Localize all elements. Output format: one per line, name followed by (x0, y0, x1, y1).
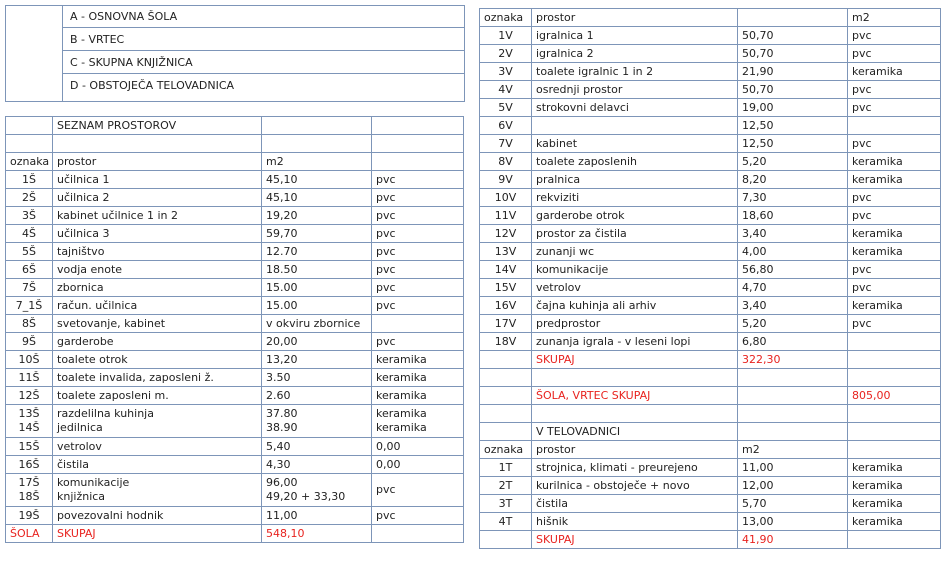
column-header: prostor (532, 9, 738, 27)
table-cell: zbornica (53, 279, 262, 297)
table-cell: pvc (372, 507, 464, 525)
table-cell: pvc (848, 27, 941, 45)
column-header: oznaka (480, 9, 532, 27)
table-cell: keramika (848, 495, 941, 513)
table-cell: 12Š (6, 387, 53, 405)
table-row (480, 207, 941, 225)
table-cell: 9Š (6, 333, 53, 351)
table-row (6, 297, 464, 315)
total-row (6, 525, 464, 543)
stacked-line: 37.80 (266, 407, 298, 420)
table-cell: 13,00 (738, 513, 848, 531)
table-cell (262, 135, 372, 153)
table-cell (372, 117, 464, 135)
table-cell: pvc (848, 207, 941, 225)
table-cell: 45,10 (262, 171, 372, 189)
empty-row (6, 135, 464, 153)
table-cell: 9V (480, 171, 532, 189)
table-cell (848, 351, 941, 369)
table-cell: 7,30 (738, 189, 848, 207)
table-cell (738, 423, 848, 441)
section-title-row (480, 423, 941, 441)
table-cell (372, 315, 464, 333)
table-cell: osrednji prostor (532, 81, 738, 99)
table-cell: 16Š (6, 456, 53, 474)
table-cell: 13,20 (262, 351, 372, 369)
table-cell: 11Š (6, 369, 53, 387)
table-cell: 18V (480, 333, 532, 351)
table-cell: 12.70 (262, 243, 372, 261)
table-cell (372, 135, 464, 153)
column-header: m2 (262, 153, 372, 171)
column-header (738, 9, 848, 27)
table-cell: 6Š (6, 261, 53, 279)
table-row (480, 63, 941, 81)
table-title: SEZNAM PROSTOROV (53, 117, 262, 135)
table-cell: keramika (848, 171, 941, 189)
table-cell: 18.50 (262, 261, 372, 279)
legend-item-c: C - SKUPNA KNJIŽNICA (62, 52, 464, 74)
table-cell: pvc (848, 99, 941, 117)
table-cell: pvc (848, 279, 941, 297)
table-cell: 2V (480, 45, 532, 63)
table-cell: 4T (480, 513, 532, 531)
legend-item-b: B - VRTEC (62, 29, 464, 51)
table-cell: pralnica (532, 171, 738, 189)
table-row (6, 474, 464, 507)
total-code: ŠOLA (6, 525, 53, 543)
section-title: V TELOVADNICI (532, 423, 738, 441)
table-cell (6, 135, 53, 153)
table-row (6, 387, 464, 405)
stacked-line: komunikacije (57, 476, 130, 489)
table-cell: 19Š (6, 507, 53, 525)
table-cell: komunikacije (532, 261, 738, 279)
table-cell: čistila (532, 495, 738, 513)
table-cell: zunanji wc (532, 243, 738, 261)
column-header (372, 153, 464, 171)
table-cell: 12,00 (738, 477, 848, 495)
table-row (480, 315, 941, 333)
table-cell: pvc (848, 45, 941, 63)
subtotal-label: SKUPAJ (532, 351, 738, 369)
table-cell: povezovalni hodnik (53, 507, 262, 525)
table-cell: strokovni delavci (532, 99, 738, 117)
table-cell: 4Š (6, 225, 53, 243)
table-cell: garderobe otrok (532, 207, 738, 225)
table-cell: 6,80 (738, 333, 848, 351)
table-cell: hišnik (532, 513, 738, 531)
table-cell: 5,70 (738, 495, 848, 513)
table-cell: pvc (848, 261, 941, 279)
legend-item-a: A - OSNOVNA ŠOLA (62, 6, 464, 28)
table-cell: vodja enote (53, 261, 262, 279)
header-row (480, 9, 941, 27)
table-cell: pvc (372, 171, 464, 189)
table-cell: učilnica 1 (53, 171, 262, 189)
table-cell: 16V (480, 297, 532, 315)
table-row (480, 153, 941, 171)
table-row (480, 27, 941, 45)
header-row (480, 441, 941, 459)
stacked-cell (262, 405, 372, 438)
table-row (480, 99, 941, 117)
table-cell: 10Š (6, 351, 53, 369)
table-row (6, 243, 464, 261)
total-label: SKUPAJ (53, 525, 262, 543)
table-cell: toalete zaposlenih (532, 153, 738, 171)
table-cell: keramika (372, 387, 464, 405)
column-header: oznaka (6, 153, 53, 171)
table-row (6, 315, 464, 333)
table-cell: 0,00 (372, 438, 464, 456)
building-legend (5, 5, 465, 102)
table-cell: 4,30 (262, 456, 372, 474)
stacked-cell (53, 405, 262, 438)
stacked-line: 13Š (18, 407, 40, 420)
column-header: prostor (532, 441, 738, 459)
room-list-table (5, 116, 464, 543)
table-cell: keramika (848, 243, 941, 261)
stacked-line: jedilnica (57, 421, 103, 434)
stacked-cell (372, 405, 464, 438)
column-header: m2 (738, 441, 848, 459)
table-cell: 1V (480, 27, 532, 45)
subtotal-row (480, 351, 941, 369)
table-cell: 15V (480, 279, 532, 297)
table-cell: 59,70 (262, 225, 372, 243)
table-cell: čistila (53, 456, 262, 474)
table-row (6, 369, 464, 387)
legend-item-d: D - OBSTOJEČA TELOVADNICA (70, 79, 235, 92)
table-cell: keramika (848, 297, 941, 315)
table-cell: rekviziti (532, 189, 738, 207)
table-cell: pvc (372, 261, 464, 279)
table-cell: 12,50 (738, 117, 848, 135)
table-cell: kabinet (532, 135, 738, 153)
stacked-line: 18Š (18, 490, 40, 503)
stacked-cell (372, 474, 464, 507)
table-row (480, 477, 941, 495)
table-cell: 2T (480, 477, 532, 495)
table-cell: pvc (848, 315, 941, 333)
table-cell: pvc (848, 135, 941, 153)
table-cell: 7_1Š (6, 297, 53, 315)
table-row (480, 513, 941, 531)
table-cell: igralnica 2 (532, 45, 738, 63)
empty-row (480, 369, 941, 387)
column-header: oznaka (480, 441, 532, 459)
table-cell: 15.00 (262, 297, 372, 315)
stacked-line: razdelilna kuhinja (57, 407, 154, 420)
table-cell: pvc (848, 189, 941, 207)
table-cell: 3T (480, 495, 532, 513)
stacked-line: 96,00 (266, 476, 298, 489)
table-cell: 5V (480, 99, 532, 117)
table-row (6, 207, 464, 225)
table-row (480, 261, 941, 279)
table-cell: 2Š (6, 189, 53, 207)
table-cell (848, 405, 941, 423)
table-cell: zunanja igrala - v leseni lopi (532, 333, 738, 351)
table-cell: strojnica, klimati - preurejeno (532, 459, 738, 477)
table-cell: toalete invalida, zaposleni ž. (53, 369, 262, 387)
table-cell: 11,00 (262, 507, 372, 525)
stacked-cell (53, 474, 262, 507)
stacked-cell (6, 474, 53, 507)
table-cell: pvc (848, 81, 941, 99)
table-cell: keramika (848, 459, 941, 477)
table-cell: svetovanje, kabinet (53, 315, 262, 333)
table-cell: pvc (372, 279, 464, 297)
grand-total-label: ŠOLA, VRTEC SKUPAJ (532, 387, 738, 405)
table-row (480, 135, 941, 153)
table-cell (262, 117, 372, 135)
table-cell: keramika (848, 513, 941, 531)
table-cell: 17V (480, 315, 532, 333)
table-cell: 3.50 (262, 369, 372, 387)
table-cell: 11,00 (738, 459, 848, 477)
table-row (6, 507, 464, 525)
table-cell (848, 333, 941, 351)
table-cell (738, 387, 848, 405)
stacked-line: keramika (376, 407, 427, 420)
table-row (480, 459, 941, 477)
table-cell: 50,70 (738, 81, 848, 99)
table-cell: v okviru zbornice (262, 315, 372, 333)
table-cell: račun. učilnica (53, 297, 262, 315)
stacked-line: knjižnica (57, 490, 106, 503)
table-cell: keramika (848, 153, 941, 171)
table-cell (53, 135, 262, 153)
table-row (480, 81, 941, 99)
table-cell: 4,00 (738, 243, 848, 261)
table-cell: 15Š (6, 438, 53, 456)
table-cell: 45,10 (262, 189, 372, 207)
table-cell: 5,20 (738, 315, 848, 333)
table-cell: toalete zaposleni m. (53, 387, 262, 405)
title-row (6, 117, 464, 135)
column-header: m2 (848, 9, 941, 27)
table-cell: garderobe (53, 333, 262, 351)
table-row (6, 456, 464, 474)
table-cell: pvc (372, 207, 464, 225)
empty-row (480, 405, 941, 423)
table-cell: 19,00 (738, 99, 848, 117)
table-cell: 7V (480, 135, 532, 153)
table-cell (848, 117, 941, 135)
stacked-line: 49,20 + 33,30 (266, 490, 346, 503)
table-cell: 5,40 (262, 438, 372, 456)
table-cell (480, 387, 532, 405)
table-cell: keramika (848, 225, 941, 243)
table-cell (532, 405, 738, 423)
table-row (480, 171, 941, 189)
table-cell: pvc (372, 297, 464, 315)
table-cell: 50,70 (738, 27, 848, 45)
table-cell: keramika (372, 351, 464, 369)
table-cell: igralnica 1 (532, 27, 738, 45)
table-row (480, 117, 941, 135)
table-cell: 10V (480, 189, 532, 207)
table-cell: 6V (480, 117, 532, 135)
table-cell: 3,40 (738, 225, 848, 243)
table-row (480, 189, 941, 207)
table-row (480, 279, 941, 297)
table-cell: 0,00 (372, 456, 464, 474)
table-cell: kabinet učilnice 1 in 2 (53, 207, 262, 225)
table-cell: vetrolov (532, 279, 738, 297)
table-cell (848, 423, 941, 441)
table-cell: pvc (372, 333, 464, 351)
table-cell: toalete otrok (53, 351, 262, 369)
table-cell: 50,70 (738, 45, 848, 63)
table-row (6, 189, 464, 207)
table-cell: 15.00 (262, 279, 372, 297)
table-row (480, 243, 941, 261)
table-cell (532, 369, 738, 387)
table-cell: vetrolov (53, 438, 262, 456)
total-value: 548,10 (262, 525, 372, 543)
table-cell (480, 351, 532, 369)
subtotal-value: 322,30 (738, 351, 848, 369)
stacked-cell (6, 405, 53, 438)
table-cell: pvc (372, 189, 464, 207)
table-row (6, 438, 464, 456)
table-cell: 1Š (6, 171, 53, 189)
table-row (480, 45, 941, 63)
gym-total-label: SKUPAJ (532, 531, 738, 549)
table-cell: 3Š (6, 207, 53, 225)
table-cell: prostor za čistila (532, 225, 738, 243)
grand-total-value: 805,00 (848, 387, 941, 405)
table-cell (480, 405, 532, 423)
header-row (6, 153, 464, 171)
table-cell (480, 369, 532, 387)
stacked-line: 14Š (18, 421, 40, 434)
table-cell (738, 369, 848, 387)
table-row (6, 171, 464, 189)
kindergarten-table (479, 8, 941, 549)
table-cell: 20,00 (262, 333, 372, 351)
table-row (6, 333, 464, 351)
table-cell: 8V (480, 153, 532, 171)
table-row (6, 279, 464, 297)
table-cell: 7Š (6, 279, 53, 297)
table-cell: 2.60 (262, 387, 372, 405)
table-cell: 8Š (6, 315, 53, 333)
table-cell (6, 117, 53, 135)
table-cell: kurilnica - obstoječe + novo (532, 477, 738, 495)
table-cell: keramika (848, 477, 941, 495)
table-cell: 1T (480, 459, 532, 477)
table-cell: predprostor (532, 315, 738, 333)
table-cell: 5,20 (738, 153, 848, 171)
table-cell (532, 117, 738, 135)
table-cell: 4,70 (738, 279, 848, 297)
grand-total-row (480, 387, 941, 405)
table-cell: čajna kuhinja ali arhiv (532, 297, 738, 315)
stacked-line: pvc (376, 483, 396, 496)
stacked-cell (262, 474, 372, 507)
table-cell: 3,40 (738, 297, 848, 315)
table-cell (480, 531, 532, 549)
table-cell: 18,60 (738, 207, 848, 225)
table-cell: toalete igralnic 1 in 2 (532, 63, 738, 81)
table-cell: keramika (372, 369, 464, 387)
table-cell: 11V (480, 207, 532, 225)
table-cell: 56,80 (738, 261, 848, 279)
table-cell: učilnica 3 (53, 225, 262, 243)
table-cell (848, 369, 941, 387)
table-cell: 8,20 (738, 171, 848, 189)
table-cell (480, 423, 532, 441)
table-cell: pvc (372, 243, 464, 261)
table-cell: keramika (848, 63, 941, 81)
stacked-line: 17Š (18, 476, 40, 489)
table-cell: 5Š (6, 243, 53, 261)
gym-total-value: 41,90 (738, 531, 848, 549)
table-cell: pvc (372, 225, 464, 243)
table-row (6, 261, 464, 279)
table-row (6, 405, 464, 438)
table-cell: 3V (480, 63, 532, 81)
table-row (6, 225, 464, 243)
column-header: prostor (53, 153, 262, 171)
table-cell: 19,20 (262, 207, 372, 225)
table-cell: učilnica 2 (53, 189, 262, 207)
table-cell: 13V (480, 243, 532, 261)
total-row (480, 531, 941, 549)
stacked-line: keramika (376, 421, 427, 434)
table-cell: 12V (480, 225, 532, 243)
column-header (848, 441, 941, 459)
table-cell: 21,90 (738, 63, 848, 81)
table-cell (848, 531, 941, 549)
table-row (6, 351, 464, 369)
stacked-line: 38.90 (266, 421, 298, 434)
table-cell: 12,50 (738, 135, 848, 153)
table-row (480, 297, 941, 315)
table-row (480, 333, 941, 351)
table-cell: tajništvo (53, 243, 262, 261)
table-cell: 4V (480, 81, 532, 99)
table-cell (738, 405, 848, 423)
table-cell (372, 525, 464, 543)
table-cell: 14V (480, 261, 532, 279)
table-row (480, 495, 941, 513)
table-row (480, 225, 941, 243)
